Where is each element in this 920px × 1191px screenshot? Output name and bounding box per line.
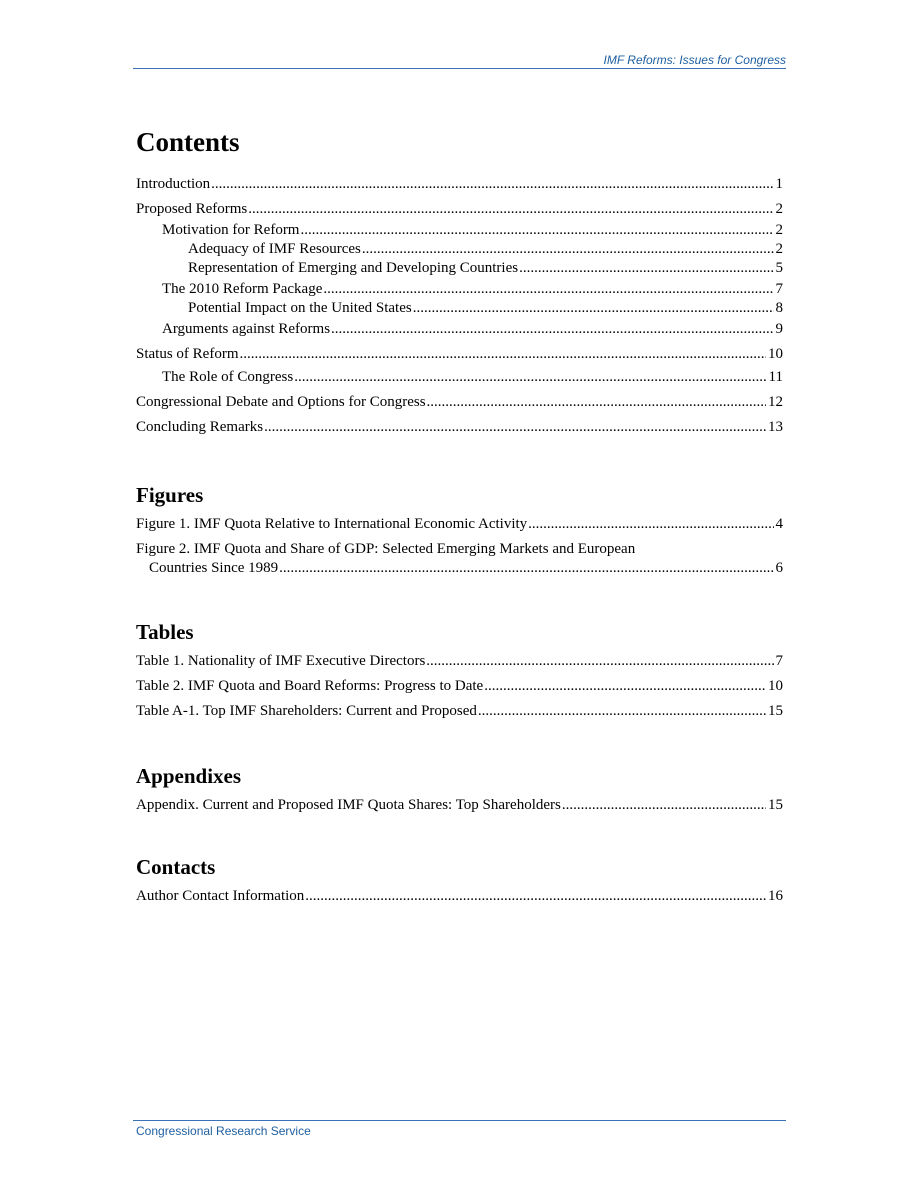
contacts-heading: Contacts bbox=[136, 855, 216, 879]
toc-entry-label: Arguments against Reforms bbox=[162, 321, 331, 337]
toc-entry-page: 7 bbox=[775, 281, 783, 297]
toc-entry-page: 1 bbox=[775, 176, 783, 192]
toc-entry-page: 11 bbox=[768, 369, 783, 385]
toc-entry-page: 9 bbox=[775, 321, 783, 337]
toc-entry-label: Introduction bbox=[136, 176, 211, 192]
toc-entry-page: 2 bbox=[775, 201, 783, 217]
appendixes-section bbox=[136, 762, 783, 815]
toc-entry-label-line1: Figure 2. IMF Quota and Share of GDP: Selected Emerging Markets and European bbox=[136, 541, 636, 557]
toc-entry-motivation-for-reform[interactable] bbox=[136, 221, 783, 240]
toc-entry-page: 15 bbox=[768, 797, 783, 813]
toc-entry-role-of-congress[interactable] bbox=[136, 368, 783, 387]
footer-rule bbox=[133, 1120, 786, 1121]
toc-entry-label: The 2010 Reform Package bbox=[162, 281, 323, 297]
toc-entry-label: Table 1. Nationality of IMF Executive Directors bbox=[136, 653, 426, 669]
toc-entry-label: Representation of Emerging and Developing Countries bbox=[188, 260, 519, 276]
toc-entry-label: Author Contact Information bbox=[136, 888, 305, 904]
toc-entry-page: 2 bbox=[775, 241, 783, 257]
toc-entry-figure-2[interactable] bbox=[136, 540, 783, 578]
toc-entry-representation[interactable] bbox=[136, 259, 783, 278]
toc-entry-2010-reform-package[interactable] bbox=[136, 280, 783, 299]
toc-entry-page: 6 bbox=[775, 560, 783, 576]
toc-entry-label: Proposed Reforms bbox=[136, 201, 248, 217]
toc-entry-label: Figure 1. IMF Quota Relative to International Economic Activity bbox=[136, 516, 528, 532]
toc-entry-page: 13 bbox=[768, 419, 783, 435]
toc-entry-page: 15 bbox=[768, 703, 783, 719]
toc-entry-label: Concluding Remarks bbox=[136, 419, 264, 435]
toc-entry-page: 10 bbox=[768, 678, 783, 694]
toc-entry-label: Table A-1. Top IMF Shareholders: Current and Proposed bbox=[136, 703, 477, 719]
figures-heading: Figures bbox=[136, 483, 204, 507]
toc-entry-label: Adequacy of IMF Resources bbox=[188, 241, 361, 257]
toc-entry-potential-impact[interactable] bbox=[136, 299, 783, 318]
toc-entry-label: Table 2. IMF Quota and Board Reforms: Progress to Date bbox=[136, 678, 484, 694]
contacts-section bbox=[136, 853, 783, 906]
footer-organization: Congressional Research Service bbox=[136, 1124, 311, 1138]
running-header: IMF Reforms: Issues for Congress bbox=[603, 53, 786, 67]
toc-entry-page: 12 bbox=[768, 394, 783, 410]
toc-entry-page: 16 bbox=[768, 888, 783, 904]
toc-entry-appendix[interactable] bbox=[136, 796, 783, 815]
toc-entry-label: Status of Reform bbox=[136, 346, 239, 362]
toc-entry-proposed-reforms[interactable] bbox=[136, 200, 783, 219]
toc-entry-label: Potential Impact on the United States bbox=[188, 300, 412, 316]
toc-entry-figure-1[interactable] bbox=[136, 515, 783, 534]
appendixes-heading: Appendixes bbox=[136, 764, 242, 788]
tables-heading: Tables bbox=[136, 620, 194, 644]
toc-entry-introduction[interactable] bbox=[136, 175, 783, 194]
toc-entry-label: Appendix. Current and Proposed IMF Quota Shares: Top Shareholders bbox=[136, 797, 561, 813]
contents-list bbox=[136, 175, 783, 437]
toc-entry-page: 4 bbox=[775, 516, 783, 532]
toc-entry-label: Motivation for Reform bbox=[162, 222, 300, 238]
toc-entry-table-1[interactable] bbox=[136, 652, 783, 671]
toc-entry-label: The Role of Congress bbox=[162, 369, 294, 385]
toc-entry-concluding-remarks[interactable] bbox=[136, 418, 783, 437]
tables-section bbox=[136, 618, 783, 721]
table-of-contents bbox=[136, 123, 783, 906]
toc-entry-label: Congressional Debate and Options for Congress bbox=[136, 394, 426, 410]
toc-entry-status-of-reform[interactable] bbox=[136, 345, 783, 364]
toc-entry-page: 7 bbox=[775, 653, 783, 669]
toc-entry-label-line2: Countries Since 1989 bbox=[149, 560, 279, 576]
toc-entry-congressional-debate[interactable] bbox=[136, 393, 783, 412]
figures-section bbox=[136, 481, 783, 578]
toc-entry-arguments-against-reforms[interactable] bbox=[136, 320, 783, 339]
toc-entry-adequacy-of-imf-resources[interactable] bbox=[136, 240, 783, 259]
toc-entry-page: 10 bbox=[768, 346, 783, 362]
toc-entry-author-contact[interactable] bbox=[136, 887, 783, 906]
toc-entry-table-a1[interactable] bbox=[136, 702, 783, 721]
toc-entry-page: 5 bbox=[775, 260, 783, 276]
toc-entry-page: 2 bbox=[775, 222, 783, 238]
contents-heading: Contents bbox=[136, 127, 240, 157]
header-rule bbox=[133, 68, 786, 69]
toc-entry-page: 8 bbox=[775, 300, 783, 316]
toc-entry-table-2[interactable] bbox=[136, 677, 783, 696]
